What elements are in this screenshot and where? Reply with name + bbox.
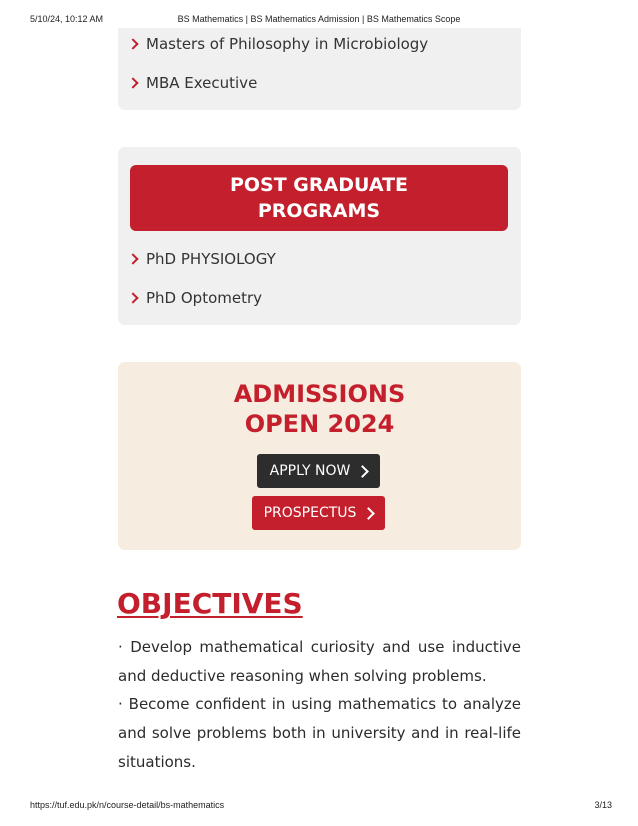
objectives-heading: OBJECTIVES (117, 587, 303, 620)
admissions-title-line1: ADMISSIONS (233, 380, 406, 408)
program-link-mba-executive[interactable] (128, 72, 257, 94)
chevron-right-icon (127, 38, 138, 49)
post-graduate-heading-line2: PROGRAMS (257, 200, 381, 222)
program-label: PhD PHYSIOLOGY (146, 250, 276, 268)
program-label: Masters of Philosophy in Microbiology (146, 35, 429, 53)
programs-card-continued (118, 28, 521, 110)
print-url: https://tuf.edu.pk/n/course-detail/bs-mathematics (30, 800, 225, 810)
prospectus-button[interactable] (252, 496, 385, 530)
prospectus-label: PROSPECTUS (263, 505, 357, 521)
print-page-title: BS Mathematics | BS Mathematics Admission | BS Mathematics Scope (177, 14, 461, 24)
program-label: PhD Optometry (146, 289, 263, 307)
program-link-phd-optometry[interactable] (128, 287, 262, 309)
chevron-right-icon (127, 253, 138, 264)
post-graduate-card (118, 147, 521, 325)
post-graduate-heading (130, 165, 508, 231)
program-link-phd-physiology[interactable] (128, 248, 276, 270)
chevron-right-icon (127, 77, 138, 88)
post-graduate-heading-line1: POST GRADUATE (229, 174, 409, 196)
objective-point: · Develop mathematical curiosity and use inductive and deductive reasoning when solving problems. (118, 638, 521, 685)
chevron-right-icon (357, 465, 370, 478)
chevron-right-icon (127, 292, 138, 303)
print-page-number: 3/13 (594, 800, 612, 810)
program-label: MBA Executive (146, 74, 258, 92)
objective-point: · Become confident in using mathematics to analyze and solve problems both in university and in real-life situations. (118, 695, 521, 771)
admissions-title-line2: OPEN 2024 (244, 410, 395, 438)
print-header (0, 14, 638, 26)
chevron-right-icon (363, 507, 376, 520)
apply-now-button[interactable] (257, 454, 380, 488)
print-footer (0, 800, 638, 812)
apply-now-label: APPLY NOW (269, 463, 351, 479)
admissions-title (118, 379, 521, 439)
admissions-card (118, 362, 521, 550)
print-datetime: 5/10/24, 10:12 AM (30, 14, 104, 24)
program-link-mphil-microbiology[interactable] (128, 33, 428, 55)
